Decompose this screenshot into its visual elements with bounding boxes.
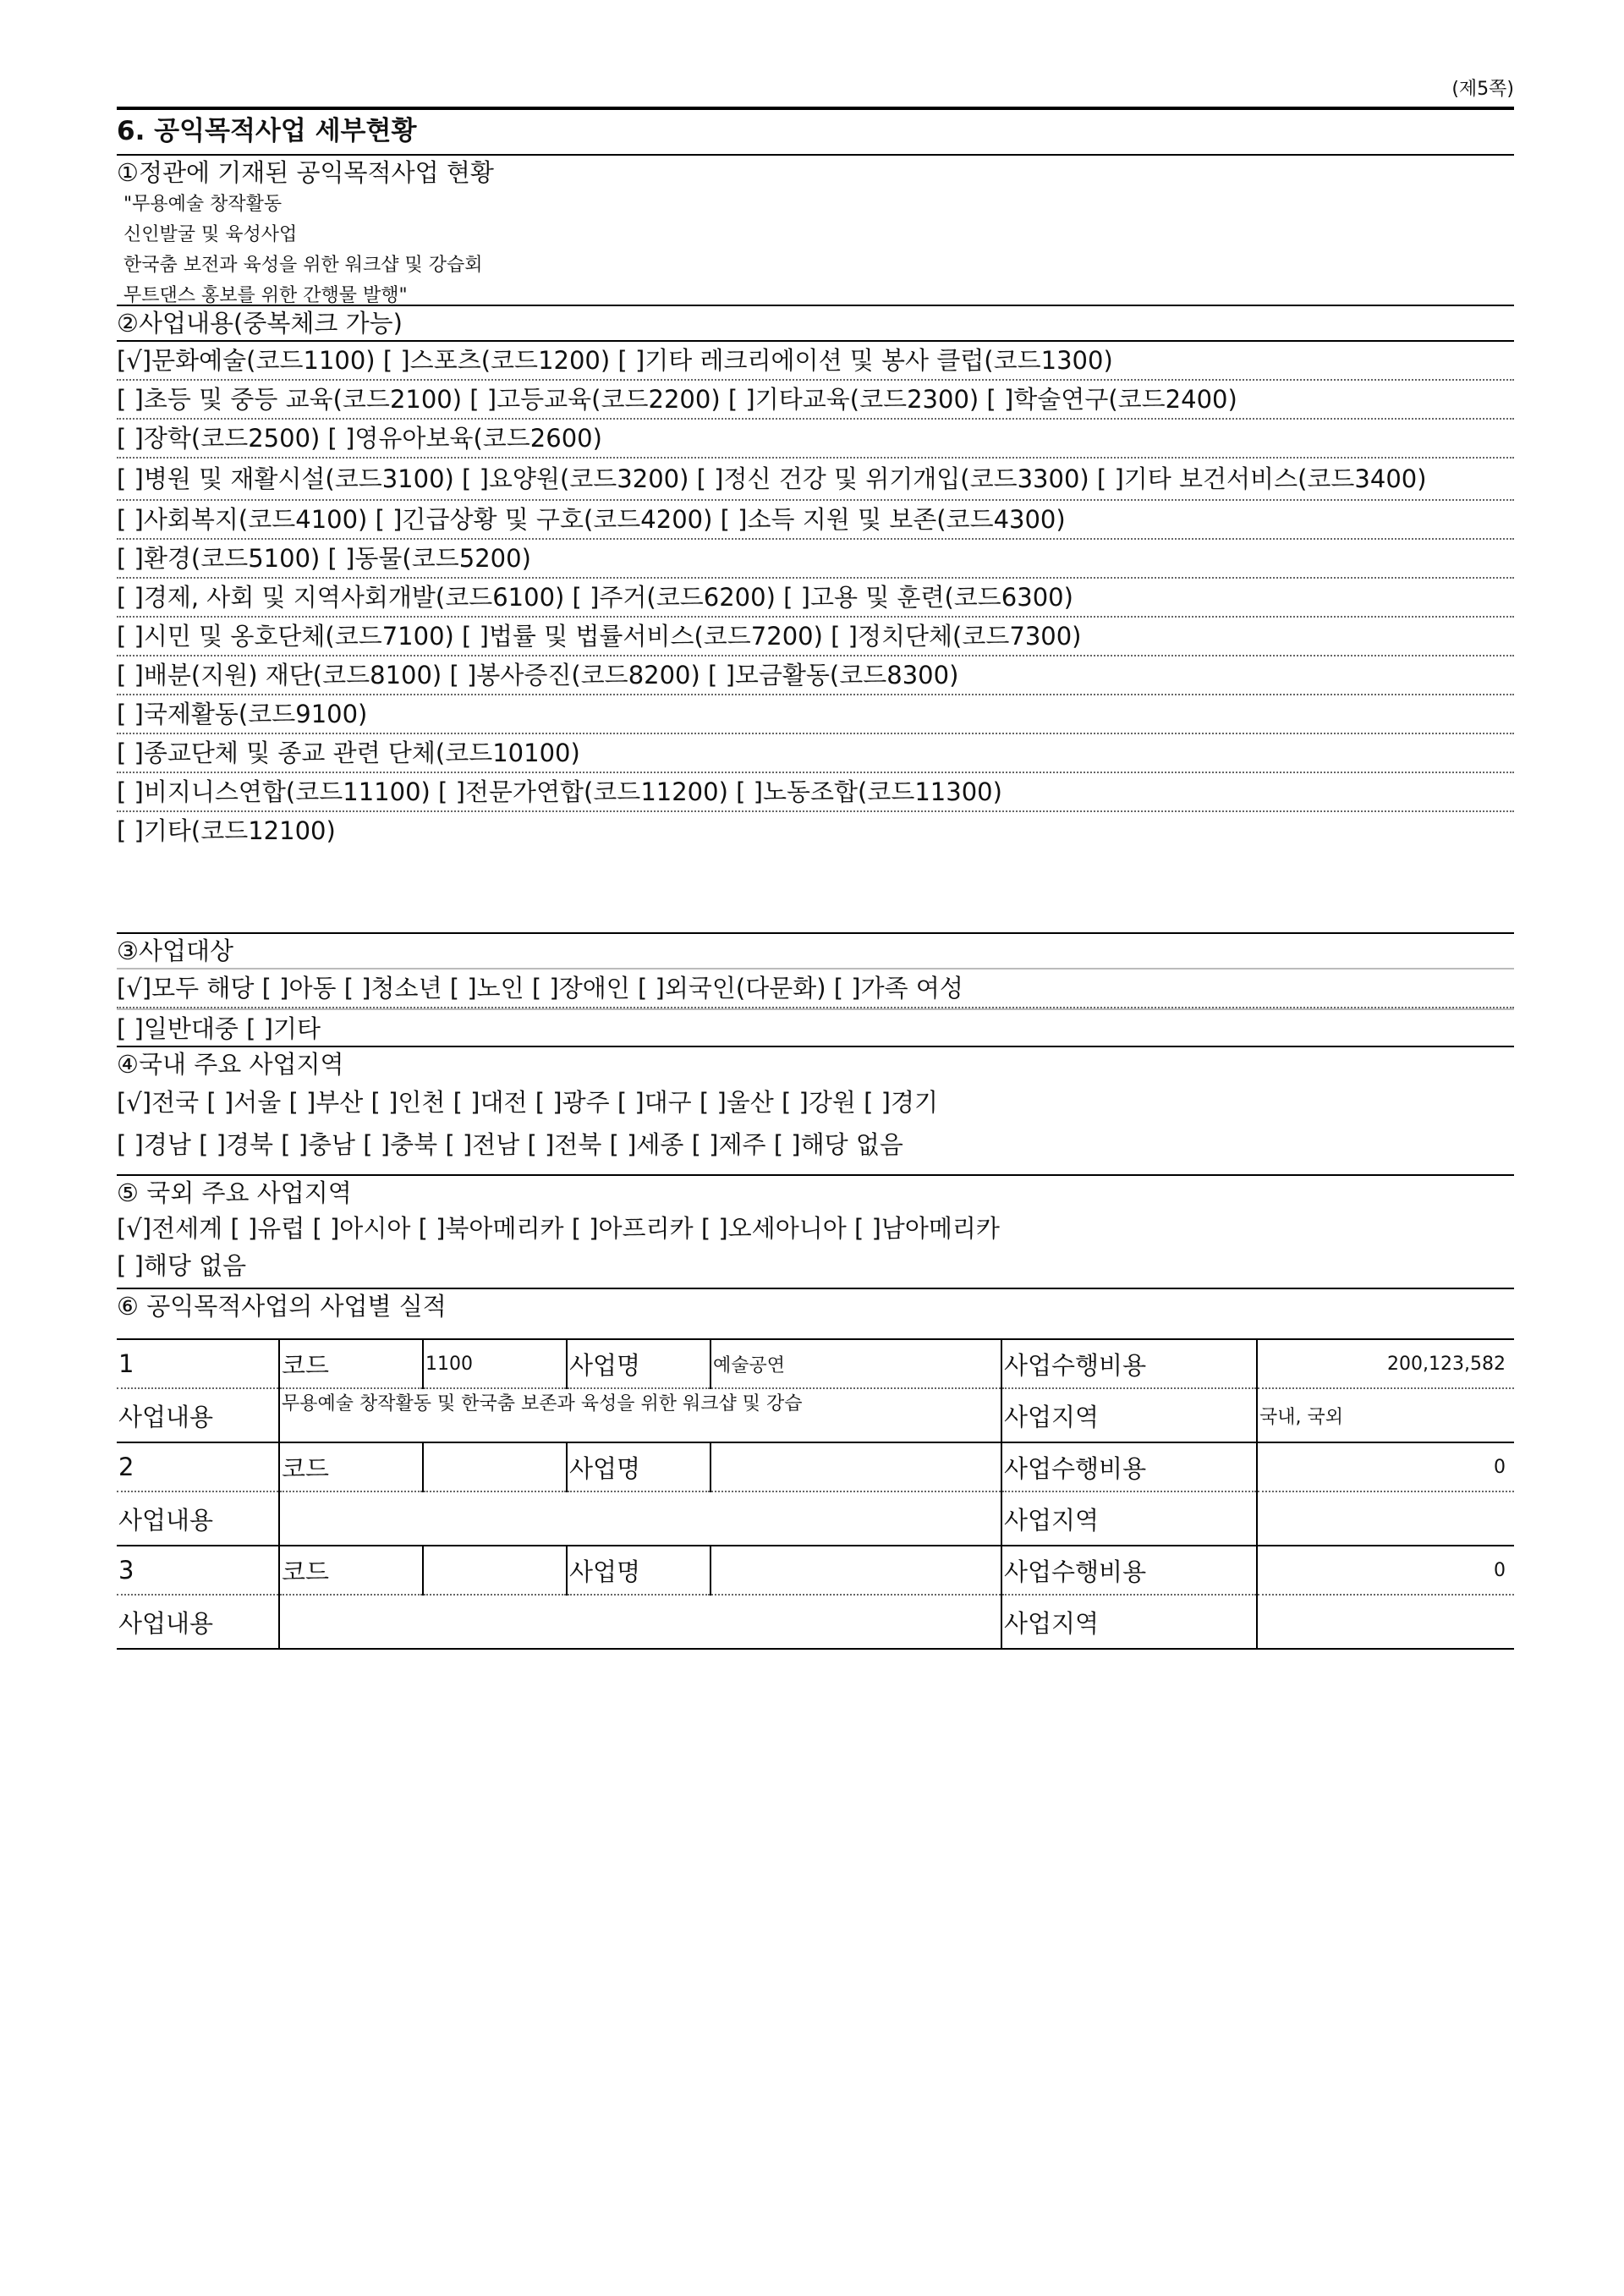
cost-value: 0 — [1257, 1546, 1514, 1595]
table-row — [117, 1491, 1514, 1546]
cost-label: 사업수행비용 — [1001, 1546, 1257, 1595]
code-label: 코드 — [279, 1546, 423, 1595]
section-heading: ⑥ 공익목적사업의 사업별 실적 — [117, 1288, 1514, 1323]
checkbox-option-line: [√]문화예술(코드1100) [ ]스포츠(코드1200) [ ]기타 레크리에이션 및 봉사 클럽(코드1300) — [117, 340, 1514, 381]
content-value — [279, 1595, 1001, 1649]
section-performance — [117, 1288, 1514, 1323]
checkbox-option-line: [√]모두 해당 [ ]아동 [ ]청소년 [ ]노인 [ ]장애인 [ ]외국인(다문화) [ ]가족 여성 — [117, 968, 1514, 1008]
code-label: 코드 — [279, 1442, 423, 1491]
content-value — [279, 1491, 1001, 1546]
table-row — [117, 1442, 1514, 1491]
region-label: 사업지역 — [1001, 1595, 1257, 1649]
table-row — [117, 1388, 1514, 1442]
cost-label: 사업수행비용 — [1001, 1442, 1257, 1491]
checkbox-option-line: [ ]장학(코드2500) [ ]영유아보육(코드2600) — [117, 420, 1514, 459]
row-number: 3 — [117, 1546, 279, 1595]
code-value: 1100 — [423, 1339, 567, 1388]
cost-label: 사업수행비용 — [1001, 1339, 1257, 1388]
mission-line: 한국춤 보전과 육성을 위한 워크샵 및 강습회 — [123, 255, 483, 276]
region-label: 사업지역 — [1001, 1491, 1257, 1546]
mission-line: 무트댄스 홍보를 위한 간행물 발행" — [123, 285, 408, 306]
code-value — [423, 1546, 567, 1595]
content-label: 사업내용 — [117, 1595, 279, 1649]
performance-table — [117, 1338, 1514, 1650]
section-heading: ①정관에 기재된 공익목적사업 현황 — [117, 158, 494, 187]
region-value — [1257, 1491, 1514, 1546]
page-number: (제5쪽) — [1451, 79, 1514, 100]
checkbox-option-line: [√]전국 [ ]서울 [ ]부산 [ ]인천 [ ]대전 [ ]광주 [ ]대구 [ ]울산 [ ]강원 [ ]경기 — [117, 1088, 938, 1117]
name-label: 사업명 — [567, 1442, 710, 1491]
name-value: 예술공연 — [710, 1339, 1001, 1388]
section-heading: ③사업대상 — [117, 932, 1514, 968]
section-title: 6. 공익목적사업 세부현황 — [117, 107, 1514, 156]
name-value — [710, 1442, 1001, 1491]
table-row — [117, 1339, 1514, 1388]
checkbox-option-line: [ ]초등 및 중등 교육(코드2100) [ ]고등교육(코드2200) [ ]기타교육(코드2300) [ ]학술연구(코드2400) — [117, 381, 1514, 420]
code-value — [423, 1442, 567, 1491]
row-number: 1 — [117, 1339, 279, 1388]
content-label: 사업내용 — [117, 1491, 279, 1546]
checkbox-option-line: [ ]경제, 사회 및 지역사회개발(코드6100) [ ]주거(코드6200) [ ]고용 및 훈련(코드6300) — [117, 579, 1514, 618]
table-row — [117, 1595, 1514, 1649]
checkbox-option-line: [ ]종교단체 및 종교 관련 단체(코드10100) — [117, 734, 1514, 773]
region-value — [1257, 1595, 1514, 1649]
section-business-content — [117, 305, 1514, 849]
content-value: 무용예술 창작활동 및 한국춤 보존과 육성을 위한 워크샵 및 강습 — [279, 1388, 1001, 1442]
name-label: 사업명 — [567, 1339, 710, 1388]
mission-line: 신인발굴 및 육성사업 — [123, 224, 298, 245]
checkbox-option-line: [ ]기타(코드12100) — [117, 816, 336, 845]
checkbox-option-line: [ ]환경(코드5100) [ ]동물(코드5200) — [117, 540, 1514, 579]
checkbox-option-line: [ ]비지니스연합(코드11100) [ ]전문가연합(코드11200) [ ]노동조합(코드11300) — [117, 773, 1514, 812]
region-label: 사업지역 — [1001, 1388, 1257, 1442]
section-heading: ②사업내용(중복체크 가능) — [117, 305, 1514, 340]
cost-value: 200,123,582 — [1257, 1339, 1514, 1388]
checkbox-option-line: [ ]병원 및 재활시설(코드3100) [ ]요양원(코드3200) [ ]정신 건강 및 위기개입(코드3300) [ ]기타 보건서비스(코드3400) — [117, 459, 1514, 501]
checkbox-option-line: [ ]경남 [ ]경북 [ ]충남 [ ]충북 [ ]전남 [ ]전북 [ ]세종 [ ]제주 [ ]해당 없음 — [117, 1130, 903, 1159]
name-value — [710, 1546, 1001, 1595]
cost-value: 0 — [1257, 1442, 1514, 1491]
mission-line: "무용예술 창작활동 — [123, 194, 283, 215]
table-row — [117, 1546, 1514, 1595]
region-value: 국내, 국외 — [1257, 1388, 1514, 1442]
name-label: 사업명 — [567, 1546, 710, 1595]
row-number: 2 — [117, 1442, 279, 1491]
section-target-group — [117, 932, 1514, 1047]
checkbox-option-line: [√]전세계 [ ]유럽 [ ]아시아 [ ]북아메리카 [ ]아프리카 [ ]오세아니아 [ ]남아메리카 — [117, 1214, 1000, 1243]
section-domestic-regions — [117, 1046, 1514, 1166]
checkbox-option-line: [ ]사회복지(코드4100) [ ]긴급상황 및 구호(코드4200) [ ]소득 지원 및 보존(코드4300) — [117, 501, 1514, 540]
checkbox-option-line: [ ]배분(지원) 재단(코드8100) [ ]봉사증진(코드8200) [ ]모금활동(코드8300) — [117, 656, 1514, 695]
content-label: 사업내용 — [117, 1388, 279, 1442]
checkbox-option-line: [ ]국제활동(코드9100) — [117, 695, 1514, 734]
code-label: 코드 — [279, 1339, 423, 1388]
checkbox-option-line: [ ]해당 없음 — [117, 1251, 247, 1280]
checkbox-option-line: [ ]일반대중 [ ]기타 — [117, 1008, 1514, 1047]
section-overseas-regions — [117, 1174, 1514, 1284]
checkbox-option-line: [ ]시민 및 옹호단체(코드7100) [ ]법률 및 법률서비스(코드7200) [ ]정치단체(코드7300) — [117, 618, 1514, 656]
section-articles-purpose — [117, 156, 1514, 311]
section-heading: ⑤ 국외 주요 사업지역 — [117, 1174, 1514, 1210]
section-heading: ④국내 주요 사업지역 — [117, 1046, 1514, 1081]
